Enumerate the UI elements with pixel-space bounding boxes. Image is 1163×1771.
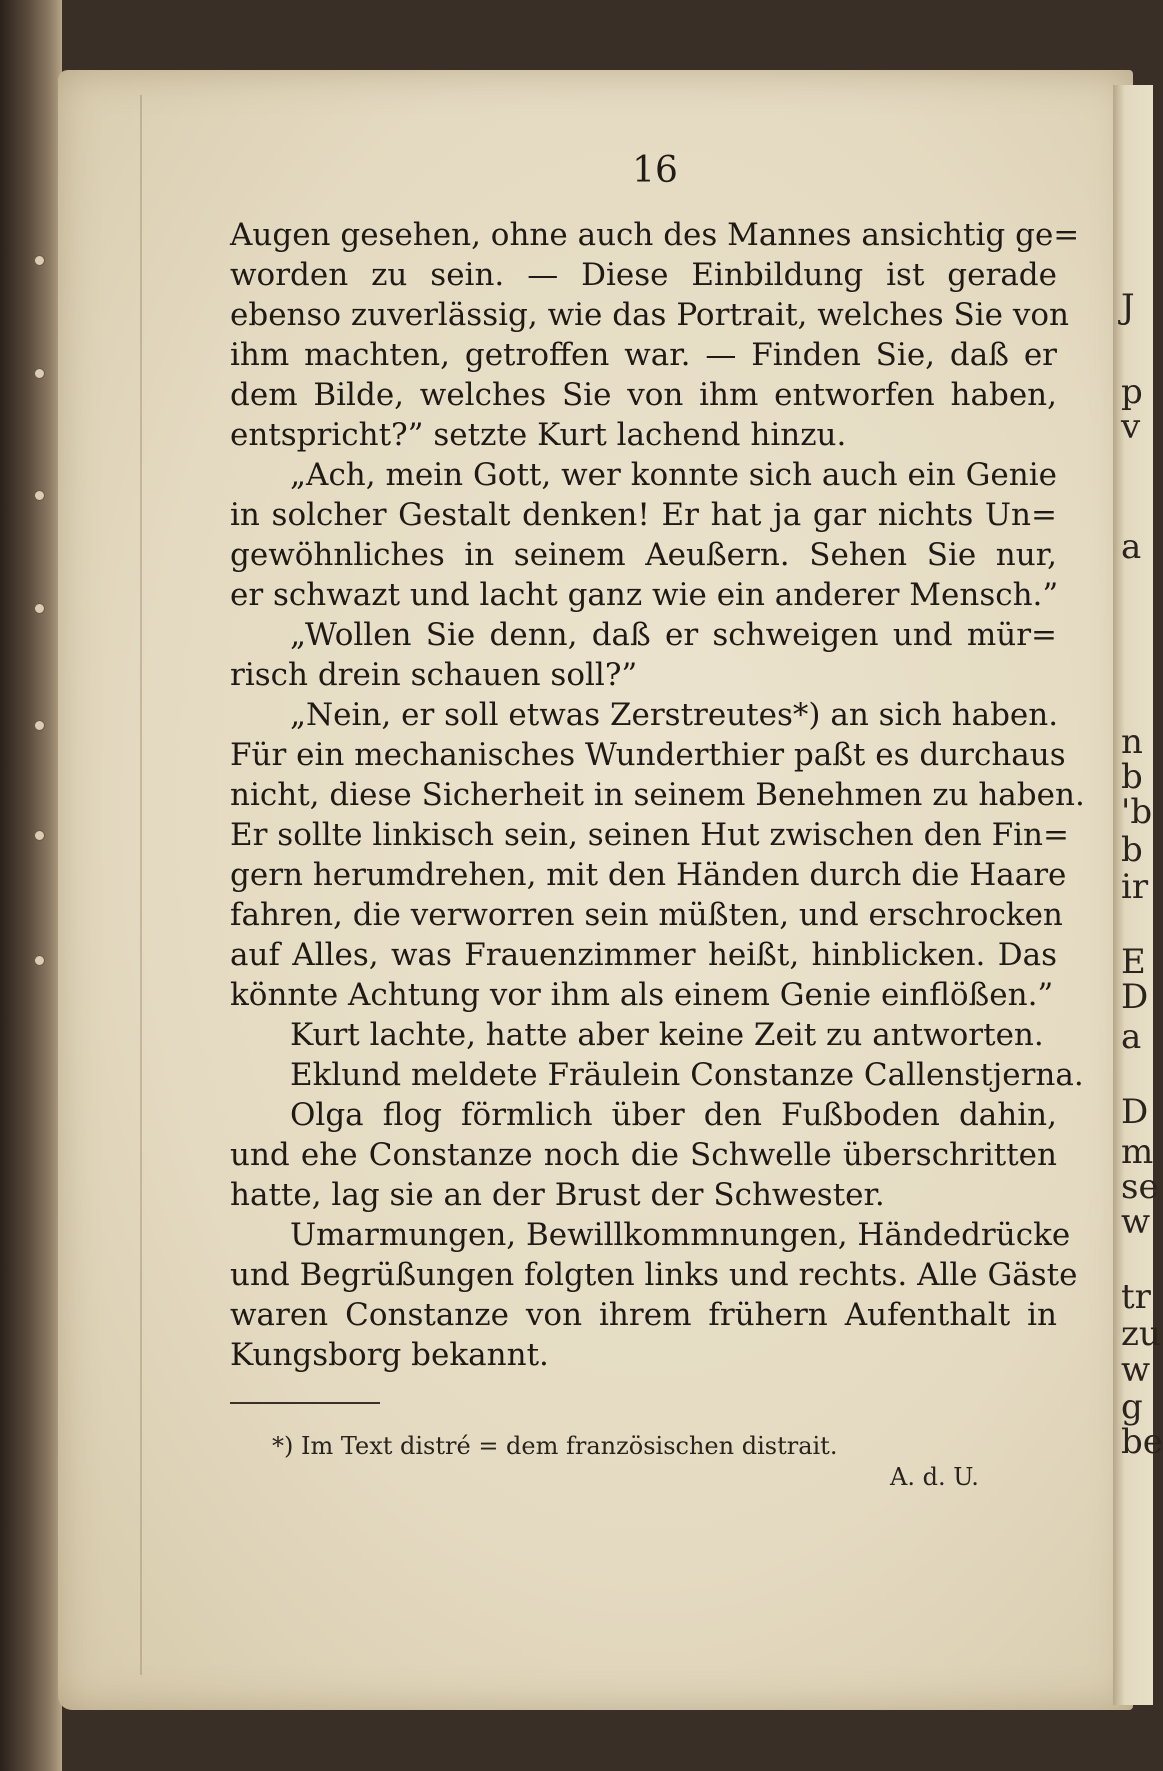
footnote-rule (230, 1402, 380, 1404)
text-line: in solcher Gestalt denken! Er hat ja gar nichts Un= (230, 497, 1057, 533)
next-page-fragment: se (1121, 1167, 1159, 1207)
next-page-fragment: ir (1121, 867, 1149, 907)
next-page-fragment: m (1121, 1132, 1154, 1172)
next-page-fragment: zu (1121, 1314, 1161, 1354)
next-page-fragment: a (1121, 527, 1142, 567)
text-line: Olga flog förmlich über den Fußboden dahin, (290, 1097, 1057, 1133)
page-number: 16 (632, 150, 678, 191)
next-page-fragment: J (1121, 287, 1135, 327)
footnote: *) Im Text distré = dem französischen distrait. (272, 1432, 838, 1460)
next-page-fragment: w (1121, 1202, 1151, 1242)
text-line: waren Constanze von ihrem frühern Aufenthalt in (230, 1297, 1057, 1333)
stitch-dot (34, 830, 45, 841)
next-page-fragment: b (1121, 757, 1143, 797)
text-line: ihm machten, getroffen war. — Finden Sie, daß er (230, 337, 1057, 373)
text-line: Er sollte linkisch sein, seinen Hut zwischen den Fin= (230, 817, 1069, 853)
text-line: und Begrüßungen folgten links und rechts. Alle Gäste (230, 1257, 1078, 1293)
text-line: gewöhnliches in seinem Aeußern. Sehen Sie nur, (230, 537, 1057, 573)
text-line: „Wollen Sie denn, daß er schweigen und mür= (290, 617, 1057, 653)
next-page-fragment: b (1121, 830, 1143, 870)
next-page-fragment: tr (1121, 1277, 1151, 1317)
text-line: Kurt lachte, hatte aber keine Zeit zu antworten. (290, 1017, 1044, 1053)
text-line: Augen gesehen, ohne auch des Mannes ansichtig ge= (230, 217, 1080, 253)
text-line: entspricht?” setzte Kurt lachend hinzu. (230, 417, 847, 453)
next-page-fragment: p (1121, 372, 1143, 412)
stitch-dot (34, 368, 45, 379)
stitch-dot (34, 490, 45, 501)
next-page-fragment: a (1121, 1017, 1142, 1057)
text-line: Für ein mechanisches Wunderthier paßt es durchaus (230, 737, 1066, 773)
text-line: Kungsborg bekannt. (230, 1337, 549, 1373)
next-page-fragment: n (1121, 722, 1143, 762)
stitch-dot (34, 603, 45, 614)
text-line: auf Alles, was Frauenzimmer heißt, hinblicken. Das (230, 937, 1057, 973)
next-page-fragment: be (1121, 1422, 1163, 1462)
text-line: worden zu sein. — Diese Einbildung ist gerade (230, 257, 1057, 293)
text-line: ebenso zuverlässig, wie das Portrait, welches Sie von (230, 297, 1069, 333)
footnote-signature: A. d. U. (890, 1463, 979, 1491)
text-line: Umarmungen, Bewillkommnungen, Händedrücke (290, 1217, 1071, 1253)
text-line: Eklund meldete Fräulein Constanze Callenstjerna. (290, 1057, 1084, 1093)
next-page-fragment: D (1121, 1092, 1149, 1132)
text-line: risch drein schauen soll?” (230, 657, 638, 693)
text-line: dem Bilde, welches Sie von ihm entworfen haben, (230, 377, 1057, 413)
text-line: gern herumdrehen, mit den Händen durch die Haare (230, 857, 1067, 893)
next-page-fragment: w (1121, 1350, 1151, 1390)
stitch-dot (34, 720, 45, 731)
next-page-edge (1113, 85, 1163, 1705)
text-line: fahren, die verworren sein müßten, und erschrocken (230, 897, 1063, 933)
text-line: und ehe Constanze noch die Schwelle überschritten (230, 1137, 1057, 1173)
next-page-fragment: E (1121, 942, 1146, 982)
page-fold-line (140, 95, 142, 1675)
text-line: „Nein, er soll etwas Zerstreutes*) an sich haben. (290, 697, 1059, 733)
text-line: „Ach, mein Gott, wer konnte sich auch ein Genie (290, 457, 1057, 493)
next-page-fragment: 'b (1121, 792, 1153, 832)
text-line: könnte Achtung vor ihm als einem Genie einflößen.” (230, 977, 1054, 1013)
next-page-fragment: g (1121, 1387, 1143, 1427)
book-spine (0, 0, 62, 1771)
stitch-dot (34, 255, 45, 266)
text-line: nicht, diese Sicherheit in seinem Benehmen zu haben. (230, 777, 1085, 813)
next-page-fragment: v (1121, 407, 1141, 447)
stitch-dot (34, 955, 45, 966)
next-page-fragment: D (1121, 977, 1149, 1017)
body-text (230, 215, 1085, 1375)
text-line: er schwazt und lacht ganz wie ein anderer Mensch.” (230, 577, 1059, 613)
text-line: hatte, lag sie an der Brust der Schwester. (230, 1177, 885, 1213)
